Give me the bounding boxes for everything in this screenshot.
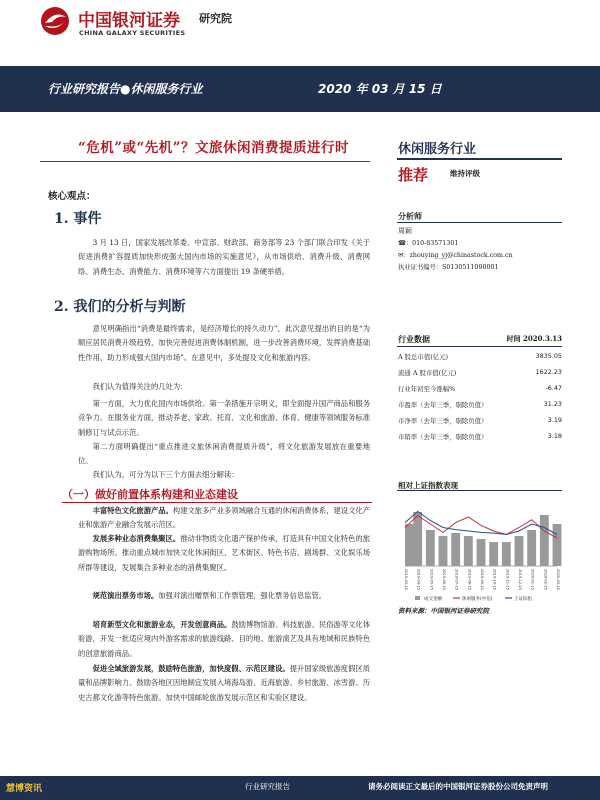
item-lead: 发展多种业态消费集聚区。: [92, 534, 181, 543]
table-row: A 股总市值(亿元) 3835.05: [398, 352, 562, 361]
volume-bar: [515, 536, 524, 566]
recommendation: 推荐: [398, 166, 429, 184]
list-item: [78, 618, 370, 661]
item-lead: 丰富特色文化旅游产品。: [92, 506, 173, 515]
chart-source: 资料来源：中国银河证券研究院: [398, 607, 489, 615]
volume-bar: [451, 533, 460, 566]
performance-chart: [397, 492, 563, 602]
subsection-heading: （一）做好前置体系构建和业态建设: [62, 488, 238, 501]
item-text: 推动非物质文化遗产保护传承，打造具有中国文化特色的旅游购物场所。推动重点城市加快文化休闲街区、艺术街区、特色书店、剧场群、文化娱乐场所群等建设，发展集合多种业态的消费集聚区。: [78, 534, 371, 572]
volume-bar: [489, 542, 498, 566]
industry-label: 休闲服务行业: [398, 142, 477, 157]
volume-bar: [405, 524, 414, 566]
analyst-phone: ☎：010-83571301: [398, 240, 459, 247]
volume-bar: [413, 512, 422, 566]
report-date: 2020 年 03 月 15 日: [318, 82, 442, 96]
footer-report-type: 行业研究报告: [245, 782, 290, 791]
legend-swatch: [415, 596, 420, 600]
x-tick-label: 2020-01-15: [530, 569, 535, 590]
brand-institute: 研究院: [199, 12, 232, 25]
x-tick-label: 2019-07-15: [454, 569, 459, 590]
event-paragraph: 3 月 13 日，国家发展改革委、中宣部、财政部、商务部等 23 个部门联合印发《关于促进消费扩容提质加快形成强大国内市场的实施意见》，从市场供给、消费升级、消费网络、消费生态、消费能力、消费环境等六方面提出 19 条硬举措。: [78, 238, 370, 276]
legend-label: 休闲服务(中信): [462, 597, 493, 602]
analyst-title: 分析师: [398, 211, 422, 221]
section-heading-analysis: 2. 我们的分析与判断: [54, 299, 186, 315]
table-row: 行业年初至今涨幅% -6.47: [398, 384, 562, 393]
x-tick-label: 2019-11-15: [505, 569, 510, 590]
x-tick-label: 2019-10-15: [492, 569, 497, 590]
market-data-divider: [397, 346, 562, 347]
analyst-divider: [397, 222, 562, 223]
item-lead: 规范演出票务市场。: [92, 591, 159, 600]
chart-title: 相对上证指数表现: [398, 481, 458, 490]
x-tick-label: 2020-03-15: [556, 569, 560, 590]
legend-label: 成交金额: [424, 597, 442, 602]
volume-bar: [477, 539, 486, 566]
analysis-paragraph-5: 我们认为，可分为以下三个方面去细分解读：: [92, 470, 239, 479]
item-lead: 培育新型文化和旅游业态，开发创意商品。: [92, 620, 232, 629]
section-heading-event: 1. 事件: [54, 211, 102, 227]
report-category: 行业研究报告●休闲服务行业: [48, 82, 203, 96]
email-icon: ✉：: [398, 252, 410, 259]
x-tick-label: 2019-09-15: [480, 569, 484, 590]
report-title: “危机”或“先机”？文旅休闲消费提质进行时: [78, 140, 350, 156]
brand-english: CHINA GALAXY SECURITIES: [79, 29, 186, 37]
report-banner: [0, 66, 600, 112]
volume-bar: [502, 542, 511, 566]
analyst-name: 周颖: [398, 227, 412, 235]
chart-divider: [397, 490, 562, 491]
brand-name: 中国银河证券: [78, 11, 180, 31]
analyst-email: ✉：zhouying_yj@chinastock.com.cn: [398, 252, 513, 259]
subsection-divider: [62, 502, 372, 503]
x-tick-label: 2019-05-15: [429, 569, 434, 590]
report-header: [0, 0, 600, 50]
analyst-cert: 执业证书编号：S0130511090001: [398, 264, 499, 271]
table-row: 流通 A 股市值(亿元) 1622.23: [398, 368, 562, 377]
x-tick-label: 2019-08-15: [467, 569, 472, 590]
volume-bar: [426, 530, 435, 566]
rating: 维持评级: [450, 169, 480, 178]
table-row: 市盈率（去年三季，剔除负值） 31.23: [398, 400, 562, 409]
market-data-title: 行业数据: [398, 334, 430, 344]
x-tick-label: 2020-02-15: [543, 569, 548, 590]
x-tick-label: 2019-12-15: [518, 569, 522, 590]
table-row: 市销率（去年三季，剔除负值） 3.18: [398, 432, 562, 441]
core-viewpoint-label: 核心观点：: [48, 191, 96, 202]
analysis-paragraph-1: 意见明确指出“消费是最终需求，是经济增长的持久动力”，此次意见提出的目的是“为顺应居民消费升级趋势，加快完善促进消费体制机制，进一步改善消费环境，发挥消费基础性作用，助力形成强大国内市场”。在意见中，多处提及文化和旅游内容。: [78, 324, 370, 362]
analysis-paragraph-2: 我们认为值得关注的几处为：: [92, 382, 188, 391]
list-item: [78, 532, 370, 575]
phone-icon: ☎：: [398, 240, 413, 247]
table-row: 市净率（去年三季，剔除负值） 3.19: [398, 416, 562, 425]
footer-disclaimer: 请务必阅读正文最后的中国银河证券股份公司免责声明: [368, 782, 548, 791]
volume-bar: [527, 530, 536, 566]
volume-bar: [439, 536, 448, 566]
x-tick-label: 2019-04-15: [416, 569, 421, 590]
item-text: 提升国家级旅游度假区质量和品牌影响力。鼓励各地区因地制宜发展入境海岛游、近海旅游、乡村旅游、冰雪游、历史古都文化游等特色旅游。加快中国邮轮旅游发展示范区和实验区建设。: [78, 664, 371, 702]
side-divider: [397, 158, 562, 160]
legend-label: 上证综指: [514, 597, 532, 602]
item-text: 鼓励博物馆游、科技旅游、民俗游等文化体验游，开发一批适应境内外游客需求的旅游线路、目的地、旅游演艺及具有地域和民族特色的创意旅游商品。: [78, 620, 371, 658]
list-item: [78, 589, 370, 603]
item-text: 加强对演出赠票和工作票管理，强化票务信息监管。: [158, 591, 327, 600]
galaxy-logo-icon: [40, 6, 70, 36]
title-divider: [40, 161, 370, 162]
item-text: 构建文旅多产业多领域融合互通的休闲消费体系，建设文化产业和旅游产业融合发展示范区。: [78, 506, 371, 530]
volume-bar: [464, 536, 473, 566]
x-tick-label: 2019-03-15: [404, 569, 408, 590]
market-data-time: 时间 2020.3.13: [506, 334, 562, 343]
volume-bar: [553, 524, 562, 566]
analysis-paragraph-4: 第二方面明确提出“重点推进文旅休闲消费提质升级”，将文化旅游发展放在重要地位。: [78, 442, 370, 466]
list-item: [78, 662, 370, 705]
analysis-paragraph-3: 第一方面，大力优化国内市场供给。第一条措施开宗明义，即全面提升国产商品和服务竞争力。在服务业方面，推动养老、家政、托育、文化和旅游、体育、健康等领域服务标准制修订与试点示范。: [78, 399, 370, 437]
footer-logo: 慧博资讯: [6, 784, 43, 794]
x-tick-label: 2019-06-15: [442, 569, 446, 590]
volume-bar: [540, 515, 549, 566]
item-lead: 促进全域旅游发展，鼓励特色旅游，加快度假、示范区建设。: [92, 664, 290, 673]
list-item: [78, 504, 370, 533]
